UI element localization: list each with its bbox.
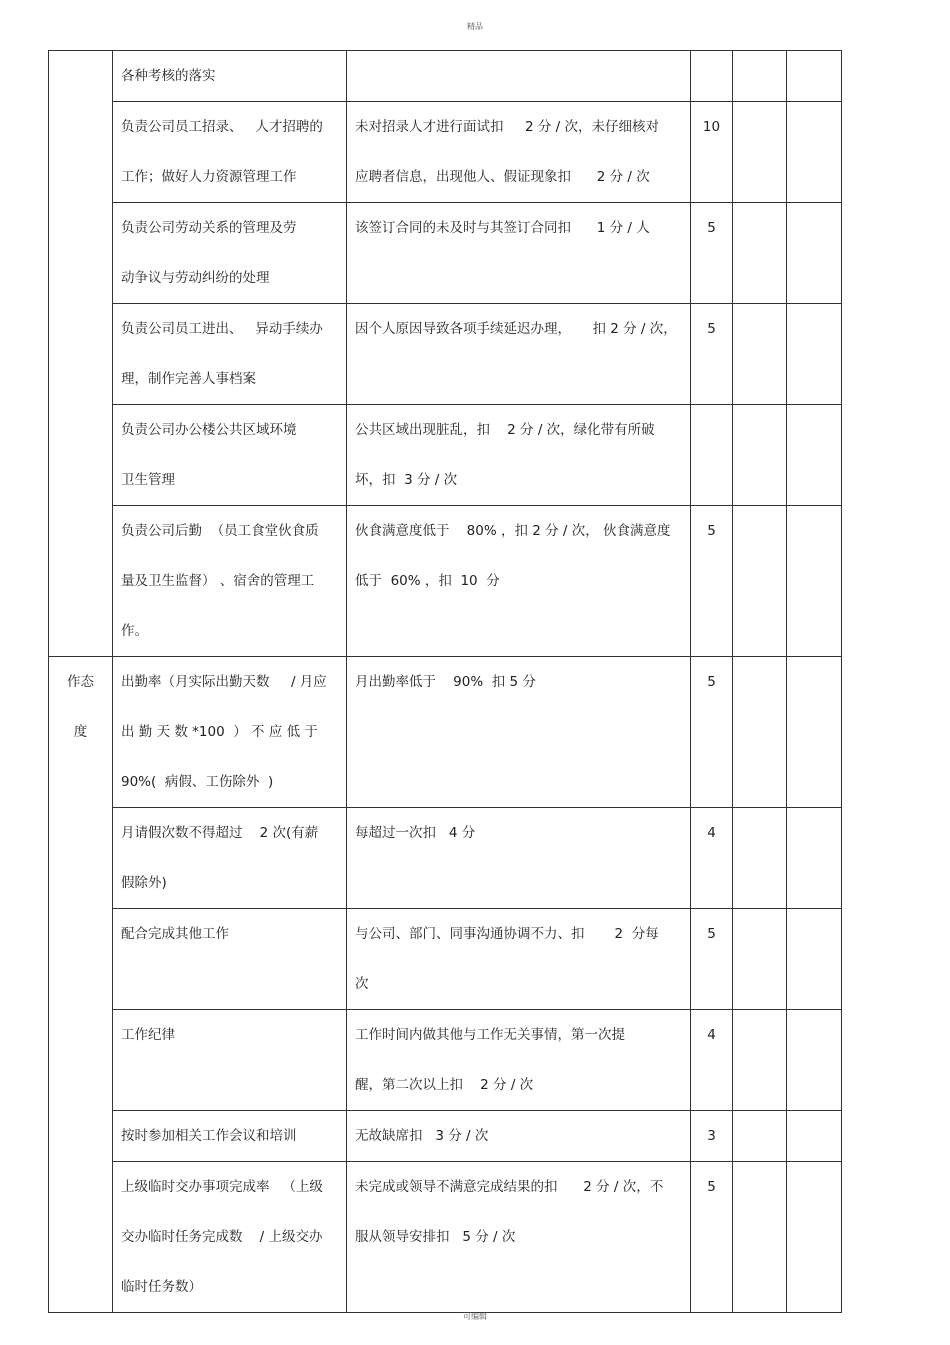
empty-cell (787, 405, 842, 506)
empty-cell (733, 405, 787, 506)
table-row (49, 304, 842, 405)
score-cell: 10 (691, 102, 733, 203)
table-row (49, 657, 842, 808)
empty-cell (733, 909, 787, 1010)
standard-cell: 月出勤率低于 90% 扣 5 分 (347, 657, 691, 808)
empty-cell (733, 1111, 787, 1162)
table-row (49, 506, 842, 657)
empty-cell (787, 909, 842, 1010)
score-cell: 5 (691, 304, 733, 405)
page-header: 精品 (467, 22, 483, 31)
standard-cell: 每超过一次扣 4 分 (347, 808, 691, 909)
empty-cell (787, 808, 842, 909)
table-row (49, 51, 842, 102)
item-cell: 负责公司后勤 （员工食堂伙食质 量及卫生监督） 、宿舍的管理工 作。 (113, 506, 347, 657)
standard-cell (347, 51, 691, 102)
item-cell: 月请假次数不得超过 2 次(有薪 假除外) (113, 808, 347, 909)
score-cell: 5 (691, 909, 733, 1010)
item-cell: 负责公司员工招录、 人才招聘的 工作；做好人力资源管理工作 (113, 102, 347, 203)
score-cell (691, 51, 733, 102)
empty-cell (733, 51, 787, 102)
score-cell: 5 (691, 1162, 733, 1313)
item-cell: 负责公司办公楼公共区域环境 卫生管理 (113, 405, 347, 506)
empty-cell (733, 1162, 787, 1313)
table-row (49, 102, 842, 203)
category-cell: 作态 度 (49, 657, 113, 1313)
item-cell: 工作纪律 (113, 1010, 347, 1111)
table-row (49, 1162, 842, 1313)
table-row (49, 1111, 842, 1162)
table-row (49, 1010, 842, 1111)
standard-cell: 因个人原因导致各项手续延迟办理， 扣 2 分 / 次， (347, 304, 691, 405)
standard-cell: 伙食满意度低于 80% ，扣 2 分 / 次， 伙食满意度 低于 60% ，扣 10 分 (347, 506, 691, 657)
score-cell: 5 (691, 506, 733, 657)
empty-cell (787, 657, 842, 808)
category-cell (49, 51, 113, 657)
empty-cell (787, 1111, 842, 1162)
item-cell: 负责公司员工进出、 异动手续办 理，制作完善人事档案 (113, 304, 347, 405)
empty-cell (787, 203, 842, 304)
table-row (49, 405, 842, 506)
empty-cell (733, 506, 787, 657)
empty-cell (733, 808, 787, 909)
empty-cell (733, 203, 787, 304)
item-cell: 负责公司劳动关系的管理及劳 动争议与劳动纠纷的处理 (113, 203, 347, 304)
page-footer: 可编辑 (463, 1312, 487, 1321)
table-row (49, 808, 842, 909)
score-cell: 5 (691, 657, 733, 808)
item-cell: 配合完成其他工作 (113, 909, 347, 1010)
empty-cell (733, 657, 787, 808)
score-cell: 5 (691, 203, 733, 304)
item-cell: 各种考核的落实 (113, 51, 347, 102)
empty-cell (787, 1162, 842, 1313)
standard-cell: 公共区域出现脏乱，扣 2 分 / 次，绿化带有所破 坏，扣 3 分 / 次 (347, 405, 691, 506)
standard-cell: 该签订合同的未及时与其签订合同扣 1 分 / 人 (347, 203, 691, 304)
item-cell: 出勤率（月实际出勤天数 / 月应 出 勤 天 数 *100 ） 不 应 低 于 90%( 病假、工伤除外 ) (113, 657, 347, 808)
empty-cell (787, 506, 842, 657)
item-cell: 上级临时交办事项完成率 （上级 交办临时任务完成数 / 上级交办 临时任务数） (113, 1162, 347, 1313)
assessment-table (48, 50, 842, 1313)
empty-cell (787, 1010, 842, 1111)
standard-cell: 未对招录人才进行面试扣 2 分 / 次，未仔细核对 应聘者信息，出现他人、假证现象扣 2 分 / 次 (347, 102, 691, 203)
table-row (49, 909, 842, 1010)
standard-cell: 未完成或领导不满意完成结果的扣 2 分 / 次，不 服从领导安排扣 5 分 / 次 (347, 1162, 691, 1313)
score-cell: 4 (691, 808, 733, 909)
standard-cell: 与公司、部门、同事沟通协调不力、扣 2 分每 次 (347, 909, 691, 1010)
empty-cell (733, 102, 787, 203)
score-cell: 4 (691, 1010, 733, 1111)
table-row (49, 203, 842, 304)
item-cell: 按时参加相关工作会议和培训 (113, 1111, 347, 1162)
empty-cell (787, 102, 842, 203)
score-cell (691, 405, 733, 506)
empty-cell (787, 51, 842, 102)
empty-cell (733, 1010, 787, 1111)
standard-cell: 无故缺席扣 3 分 / 次 (347, 1111, 691, 1162)
score-cell: 3 (691, 1111, 733, 1162)
empty-cell (787, 304, 842, 405)
standard-cell: 工作时间内做其他与工作无关事情，第一次提 醒，第二次以上扣 2 分 / 次 (347, 1010, 691, 1111)
empty-cell (733, 304, 787, 405)
